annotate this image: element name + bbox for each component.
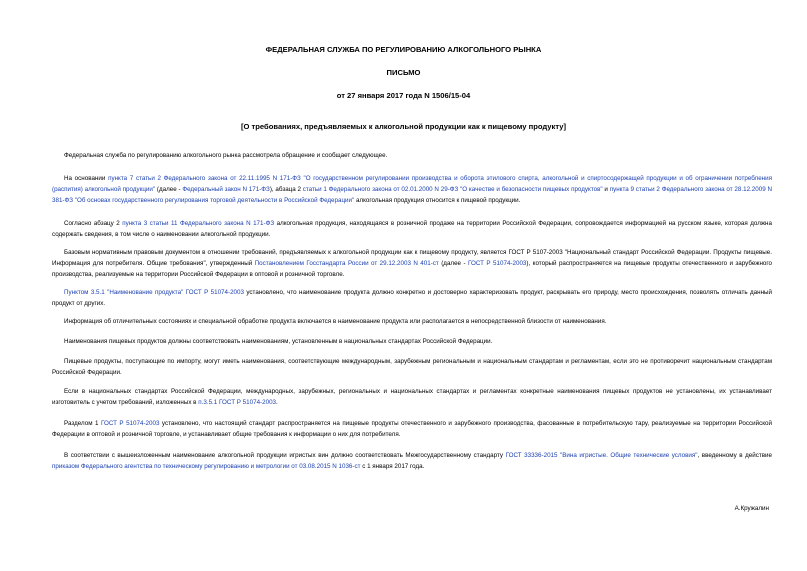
p2-text-5: алкогольная продукция относится к пищевой продукции. [354,197,521,204]
p3-text-1: Согласно абзацу 2 [64,220,123,227]
law-171-fz-short-link[interactable]: Федеральный закон N 171-ФЗ [182,186,270,193]
p11-text-3: с 1 января 2017 года. [360,463,425,470]
doc-type: ПИСЬМО [386,68,421,77]
p10-text-1: Разделом 1 [64,420,101,427]
p11-text-2: , введенному в действие [697,452,772,459]
p10-text-2: установлено, что настоящий стандарт распространяется на пищевые продукты отечественного и зарубежного производства, фасованные в потребительскую тару, реализуемые на территории Российской Федерации в оптовой и розничной торговле, и устанавливает общие требования к информации о них для потребителя. [52,420,773,438]
law-171-fz-art11-link[interactable]: пункта 3 статьи 11 Федерального закона N 171-ФЗ [122,220,275,227]
paragraph-7: Наименования пищевых продуктов должны соответствовать наименованиям, установленным в национальных стандартах Российской Федерации. [64,338,493,345]
signature: А.Кружалин [734,505,769,512]
paragraph-11 [52,450,772,472]
p2-text-2: (далее - [155,186,183,193]
doc-subject: [О требованиях, предъявляемых к алкогольной продукции как к пищевому продукту] [241,122,566,131]
p5-text-1: установлено, что наименование продукта должно конкретно и достоверно характеризовать продукт, раскрывать его природу, место происхождения, позволять отличать данный продукт от других. [52,289,772,307]
p2-text-4: и [602,186,610,193]
p9-text-1: Если в национальных стандартах Российской Федерации, международных, зарубежных, региональных и национальных стандартах и регламентах конкретные наименования пищевых продуктов не установлены, их устанавливает изготовитель с учетом требований, изложенных в [52,388,772,406]
p3-text-2: алкогольная продукция, находящаяся в розничной продаже на территории Российской Федерации, сопровождается информацией на русском языке, которая должна содержать сведения, в том числе о наименовании алкогольной продукции. [52,220,772,238]
doc-date-number: от 27 января 2017 года N 1506/15-04 [336,91,471,100]
agency-title: ФЕДЕРАЛЬНАЯ СЛУЖБА ПО РЕГУЛИРОВАНИЮ АЛКОГОЛЬНОГО РЫНКА [265,45,542,54]
rosstandart-order-link[interactable]: приказом Федерального агентства по техническому регулированию и метрологии от 03.08.2015 N 1036-ст [52,463,361,470]
paragraph-2 [52,173,772,206]
paragraph-1: Федеральная служба по регулированию алкогольного рынка рассмотрела обращение и сообщает следующее. [64,152,388,159]
gost-point-3-5-1-link[interactable]: Пунктом 3.5.1 "Наименование продукта" ГОСТ Р 51074-2003 [64,289,244,296]
paragraph-9 [52,386,772,408]
gost-p-3-5-1-link[interactable]: п.3.5.1 ГОСТ Р 51074-2003 [198,399,277,406]
gost-33336-link[interactable]: ГОСТ 33336-2015 "Вина игристые. Общие технические условия" [505,452,698,459]
paragraph-8: Пищевые продукты, поступающие по импорту, могут иметь наименования, соответствующие международным, зарубежным региональным и национальным стандартам и регламентам, если это не противоречит национальным стандартам Российской Федерации. [52,358,772,376]
gost-section-1-link[interactable]: ГОСТ Р 51074-2003 [100,420,160,427]
law-171-fz-link[interactable]: пункта 7 статьи 2 Федерального закона от 22.11.1995 N 171-ФЗ "О государственном регулировании производства и оборота этилового спирта, алкогольной и спиртосодержащей продукции и об ограничении потребления (распития) алкогольной продукции" [52,175,772,193]
law-381-fz-link[interactable]: пункта 9 статьи 2 Федерального закона от 28.12.2009 N 381-ФЗ "Об основах государственного регулирования торговой деятельности в Российской Федерации" [52,186,772,204]
p11-text-1: В соответствии с вышеизложенным наименование алкогольной продукции игристых вин должно соответствовать Межгосударственному стандарту [64,452,506,459]
gost-51074-link[interactable]: ГОСТ Р 51074-2003 [467,260,527,267]
law-29-fz-link[interactable]: статьи 1 Федерального закона от 02.01.2000 N 29-ФЗ "О качестве и безопасности пищевых продуктов" [302,186,603,193]
p4-text-1: Базовым нормативным правовым документом в отношении требований, предъявляемых к алкогольной продукции как к пищевому продукту, является ГОСТ Р 5107-2003 "Национальный стандарт Российской Федерации. Продукты пищевые. Информация для потребителя. Общие требования", утвержденный [52,249,772,267]
paragraph-5 [52,287,772,309]
p9-text-2: . [276,399,278,406]
gosstandart-decree-link[interactable]: Постановлением Госстандарта России от 29.12.2003 N 401-ст [254,260,439,267]
p4-text-2: (далее - [438,260,468,267]
p2-text-1: На основании [64,175,109,182]
paragraph-10 [52,418,772,440]
p4-text-3: ), который распространяется на пищевые продукты отечественного и зарубежного производства, реализуемые на территории Российской Федерации в оптовой и розничной торговле. [52,260,773,278]
p2-text-3: ), абзаца 2 [269,186,303,193]
paragraph-6: Информация об отличительных состояниях и специальной обработке продукта включается в наименование продукта или располагается в непосредственной близости от наименования. [64,318,607,325]
paragraph-3 [52,218,772,240]
paragraph-4 [52,247,772,280]
